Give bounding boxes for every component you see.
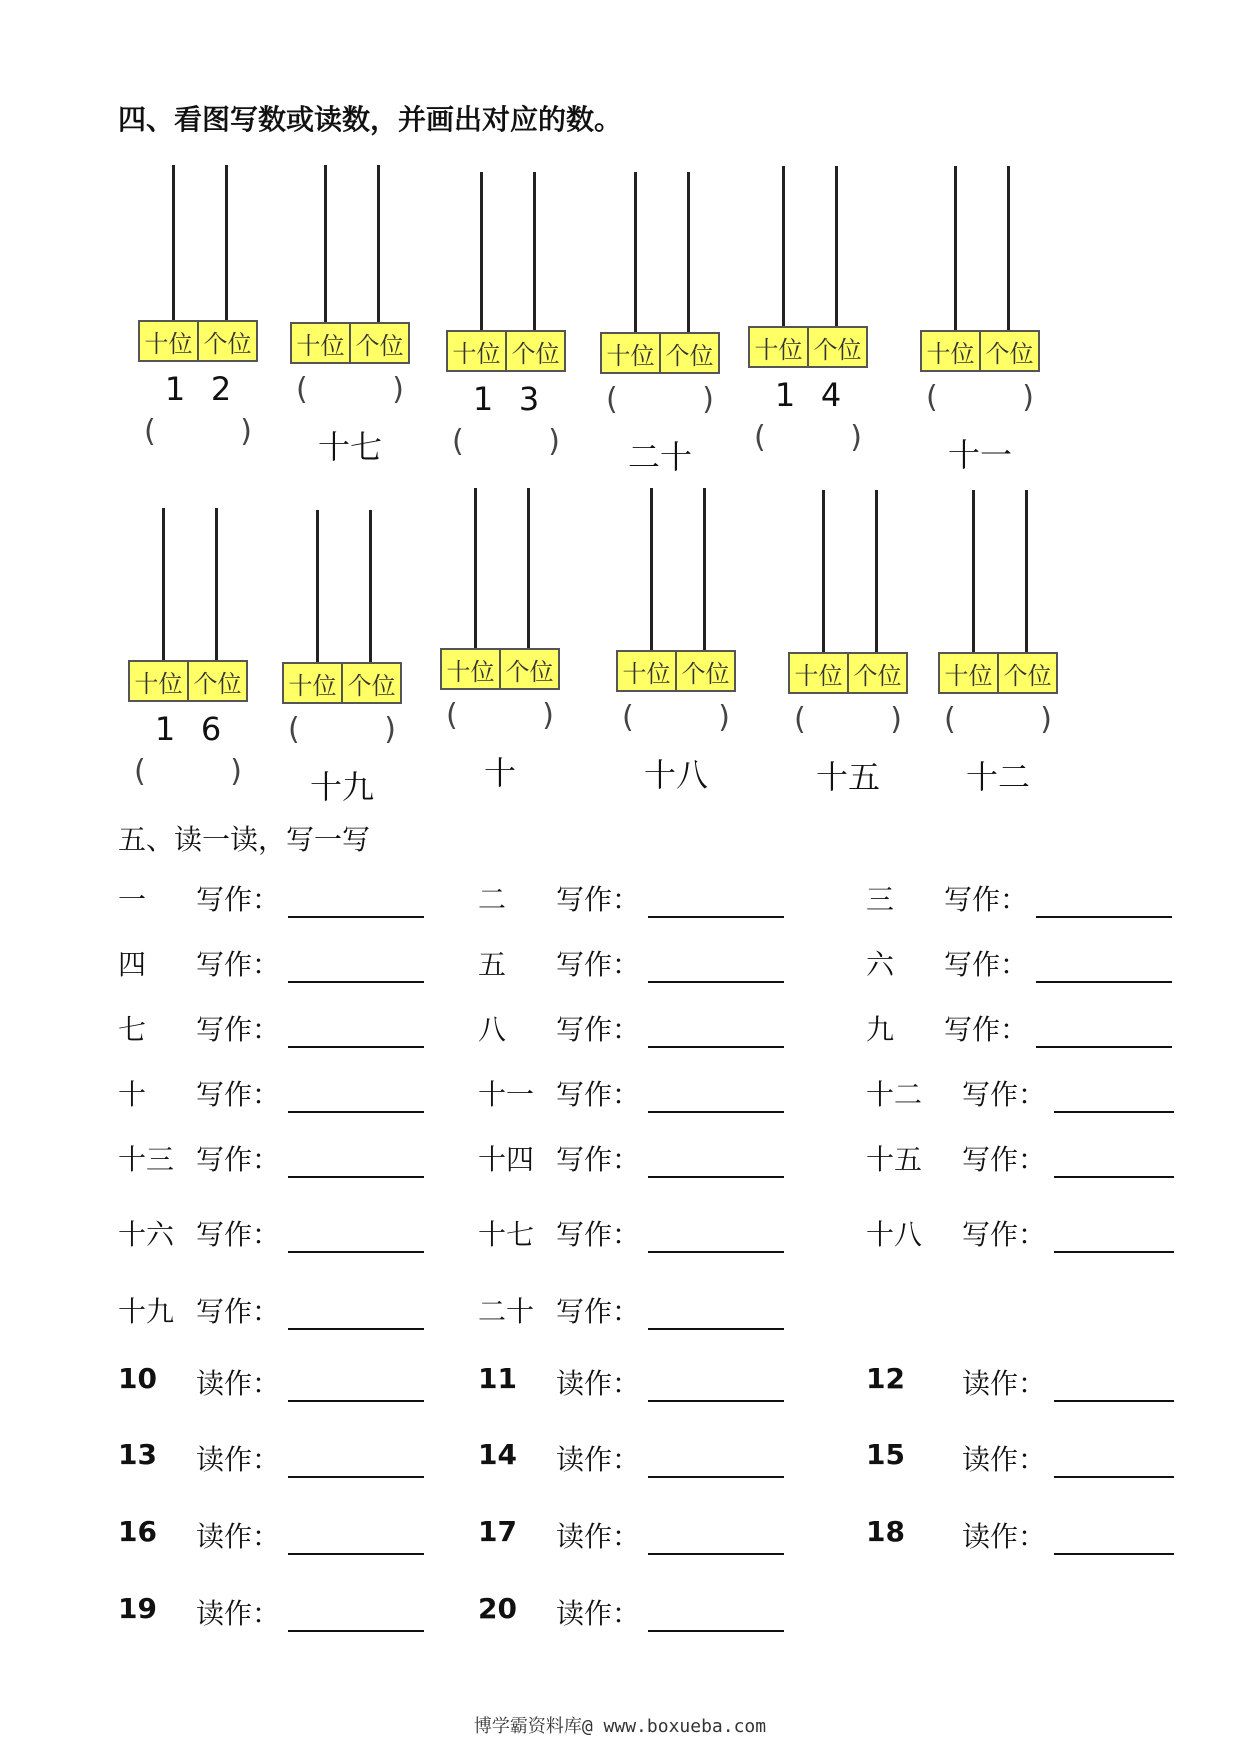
write-item [478,943,641,983]
write-item [866,1073,1047,1113]
answer-blank[interactable] [1054,1251,1174,1253]
write-label: 写作： [944,1013,1029,1046]
answer-blank[interactable] [288,1400,424,1402]
read-label: 读作： [196,1367,281,1400]
answer-blank[interactable] [288,1476,424,1478]
read-label: 读作： [196,1443,281,1476]
answer-parentheses[interactable] [616,700,736,735]
ones-rod [215,508,218,660]
item-number: 七 [118,1013,147,1046]
item-number: 四 [118,948,147,981]
footer: 博学霸资料库@ www.boxueba.com [473,1716,767,1737]
paren-close: ) [1022,380,1034,415]
write-label: 写作： [944,883,1029,916]
tens-rod [782,166,785,326]
write-label: 写作： [196,1295,281,1328]
answer-blank[interactable] [1054,1400,1174,1402]
write-label: 写作： [196,948,281,981]
answer-parentheses[interactable] [282,712,402,747]
read-label: 读作： [556,1520,641,1553]
digit: 1 [154,710,176,748]
write-item [118,943,281,983]
tens-label: 十位 [622,659,671,688]
number-reading: 十七 [317,428,382,466]
read-item [866,1362,1047,1400]
answer-blank[interactable] [648,916,784,918]
ones-label: 个位 [659,334,718,372]
write-item [866,878,1029,918]
item-number: 三 [866,883,895,916]
item-number: 20 [478,1592,517,1625]
place-value-labels [282,662,402,704]
item-number: 八 [478,1013,507,1046]
digit: 1 [774,376,796,414]
tens-label: 十位 [794,661,843,690]
item-number: 九 [866,1013,895,1046]
write-item [478,1073,641,1113]
ones-label: 个位 [847,654,906,692]
write-item [118,878,281,918]
paren-open: ( [926,380,938,415]
read-item [478,1592,641,1630]
item-number: 十一 [478,1078,535,1111]
item-number: 18 [866,1515,905,1548]
answer-blank[interactable] [1054,1553,1174,1555]
digit: 4 [820,376,842,414]
item-number: 十四 [478,1143,535,1176]
item-number: 二 [478,883,507,916]
item-number: 十六 [118,1218,175,1251]
tens-rod [316,510,319,662]
read-item [118,1362,281,1400]
read-item [866,1438,1047,1476]
item-number: 十 [118,1078,147,1111]
answer-parentheses[interactable] [128,754,248,789]
number-digits [128,710,248,748]
tens-label: 十位 [134,669,183,698]
answer-blank[interactable] [1036,1046,1172,1048]
digit: 1 [164,370,186,408]
answer-blank[interactable] [1036,981,1172,983]
answer-blank[interactable] [288,1251,424,1253]
section4-title: 四、看图写数或读数，并画出对应的数。 [118,103,623,136]
ones-label: 个位 [499,650,558,688]
write-label: 写作： [962,1143,1047,1176]
tens-rod [474,488,477,648]
ones-label: 个位 [197,322,256,360]
paren-close: ) [542,698,554,733]
item-number: 13 [118,1438,157,1471]
tens-label: 十位 [144,329,193,358]
write-item [866,943,1029,983]
ones-rod [1025,490,1028,652]
ones-label: 个位 [807,328,866,366]
ones-label: 个位 [979,332,1038,370]
ones-rod [527,488,530,648]
answer-blank[interactable] [288,916,424,918]
ones-rod [703,488,706,650]
item-number: 十七 [478,1218,535,1251]
answer-blank[interactable] [288,1046,424,1048]
write-item [118,1008,281,1048]
write-label: 写作： [944,948,1029,981]
item-number: 十三 [118,1143,175,1176]
digit: 6 [200,710,222,748]
read-label: 读作： [556,1367,641,1400]
paren-close: ) [890,702,902,737]
write-item [478,878,641,918]
read-label: 读作： [556,1443,641,1476]
place-value-labels [128,660,248,702]
item-number: 一 [118,883,147,916]
number-reading: 十二 [965,758,1030,796]
paren-open: ( [288,712,300,747]
paren-close: ) [384,712,396,747]
read-label: 读作： [962,1443,1047,1476]
answer-blank[interactable] [648,1176,784,1178]
answer-blank[interactable] [1054,1176,1174,1178]
paren-close: ) [548,424,560,459]
answer-blank[interactable] [288,1630,424,1632]
answer-parentheses[interactable] [788,702,908,737]
abacus-figure [616,0,736,800]
answer-blank[interactable] [648,1553,784,1555]
tens-rod [822,490,825,652]
write-item [866,1008,1029,1048]
ones-label: 个位 [675,652,734,690]
tens-rod [972,490,975,652]
answer-blank[interactable] [648,1111,784,1113]
paren-open: ( [296,372,308,407]
read-label: 读作： [196,1597,281,1630]
paren-close: ) [230,754,242,789]
write-item [478,1213,641,1253]
paren-open: ( [134,754,146,789]
item-number: 11 [478,1362,517,1395]
answer-blank[interactable] [288,1328,424,1330]
item-number: 16 [118,1515,157,1548]
item-number: 十五 [866,1143,923,1176]
section5-title: 五、读一读，写一写 [118,823,371,856]
tens-label: 十位 [754,335,803,364]
abacus-figure [128,0,248,800]
item-number: 二十 [478,1295,535,1328]
write-item [118,1073,281,1113]
digit: 1 [472,380,494,418]
answer-blank[interactable] [648,1046,784,1048]
read-item [118,1438,281,1476]
write-item [118,1213,281,1253]
answer-blank[interactable] [288,981,424,983]
item-number: 12 [866,1362,905,1395]
answer-blank[interactable] [1054,1476,1174,1478]
item-number: 十二 [866,1078,923,1111]
place-value-labels [938,652,1058,694]
paren-close: ) [850,420,862,455]
answer-parentheses[interactable] [440,698,560,733]
answer-blank[interactable] [1036,916,1172,918]
item-number: 14 [478,1438,517,1471]
answer-blank[interactable] [288,1553,424,1555]
paren-close: ) [1040,702,1052,737]
ones-label: 个位 [997,654,1056,692]
answer-blank[interactable] [648,1476,784,1478]
read-item [118,1592,281,1630]
item-number: 十九 [118,1295,175,1328]
item-number: 17 [478,1515,517,1548]
paren-open: ( [446,698,458,733]
number-reading: 二十 [627,438,692,476]
abacus-figure [440,0,560,800]
write-item [478,1290,641,1330]
place-value-labels [616,650,736,692]
paren-close: ) [240,414,252,449]
digit: 3 [518,380,540,418]
write-item [478,1008,641,1048]
ones-label: 个位 [341,664,400,702]
item-number: 十八 [866,1218,923,1251]
write-item [118,1138,281,1178]
tens-label: 十位 [944,661,993,690]
digit: 2 [210,370,232,408]
ones-label: 个位 [505,332,564,370]
write-label: 写作： [556,1218,641,1251]
read-item [866,1515,1047,1553]
item-number: 15 [866,1438,905,1471]
number-reading: 十九 [309,768,374,806]
paren-open: ( [794,702,806,737]
place-value-labels [440,648,560,690]
paren-open: ( [622,700,634,735]
write-label: 写作： [962,1078,1047,1111]
write-label: 写作： [556,1143,641,1176]
ones-label: 个位 [349,324,408,362]
tens-label: 十位 [926,339,975,368]
answer-blank[interactable] [288,1176,424,1178]
read-label: 读作： [962,1520,1047,1553]
tens-label: 十位 [296,331,345,360]
write-label: 写作： [196,883,281,916]
tens-label: 十位 [606,341,655,370]
number-reading: 十五 [815,758,880,796]
write-label: 写作： [556,948,641,981]
item-number: 10 [118,1362,157,1395]
answer-blank[interactable] [1054,1111,1174,1113]
write-item [866,1213,1047,1253]
answer-blank[interactable] [648,981,784,983]
answer-blank[interactable] [648,1251,784,1253]
read-label: 读作： [962,1367,1047,1400]
paren-open: ( [606,382,618,417]
write-label: 写作： [196,1218,281,1251]
ones-label: 个位 [187,662,246,700]
ones-rod [369,510,372,662]
read-label: 读作： [196,1520,281,1553]
read-item [118,1515,281,1553]
paren-close: ) [392,372,404,407]
write-label: 写作： [556,1078,641,1111]
write-label: 写作： [556,1013,641,1046]
write-label: 写作： [556,1295,641,1328]
item-number: 五 [478,948,507,981]
write-label: 写作： [196,1013,281,1046]
paren-open: ( [944,702,956,737]
item-number: 六 [866,948,895,981]
write-label: 写作： [196,1078,281,1111]
paren-close: ) [718,700,730,735]
tens-label: 十位 [446,657,495,686]
abacus-figure [788,0,908,800]
tens-rod [162,508,165,660]
write-label: 写作： [962,1218,1047,1251]
number-reading: 十八 [643,756,708,794]
write-label: 写作： [556,883,641,916]
answer-blank[interactable] [648,1400,784,1402]
ones-rod [875,490,878,652]
answer-blank[interactable] [648,1328,784,1330]
item-number: 19 [118,1592,157,1625]
read-label: 读作： [556,1597,641,1630]
tens-rod [650,488,653,650]
tens-label: 十位 [452,339,501,368]
paren-open: ( [754,420,766,455]
abacus-figure [282,0,402,806]
write-item [866,1138,1047,1178]
tens-label: 十位 [288,671,337,700]
write-item [118,1290,281,1330]
place-value-labels [788,652,908,694]
paren-open: ( [452,424,464,459]
paren-close: ) [702,382,714,417]
write-label: 写作： [196,1143,281,1176]
paren-open: ( [144,414,156,449]
answer-blank[interactable] [288,1111,424,1113]
number-reading: 十 [483,754,516,792]
answer-blank[interactable] [648,1630,784,1632]
write-item [478,1138,641,1178]
answer-parentheses[interactable] [938,702,1058,737]
read-item [478,1515,641,1553]
read-item [478,1438,641,1476]
number-reading: 十一 [947,436,1012,474]
read-item [478,1362,641,1400]
abacus-figure [938,0,1058,800]
